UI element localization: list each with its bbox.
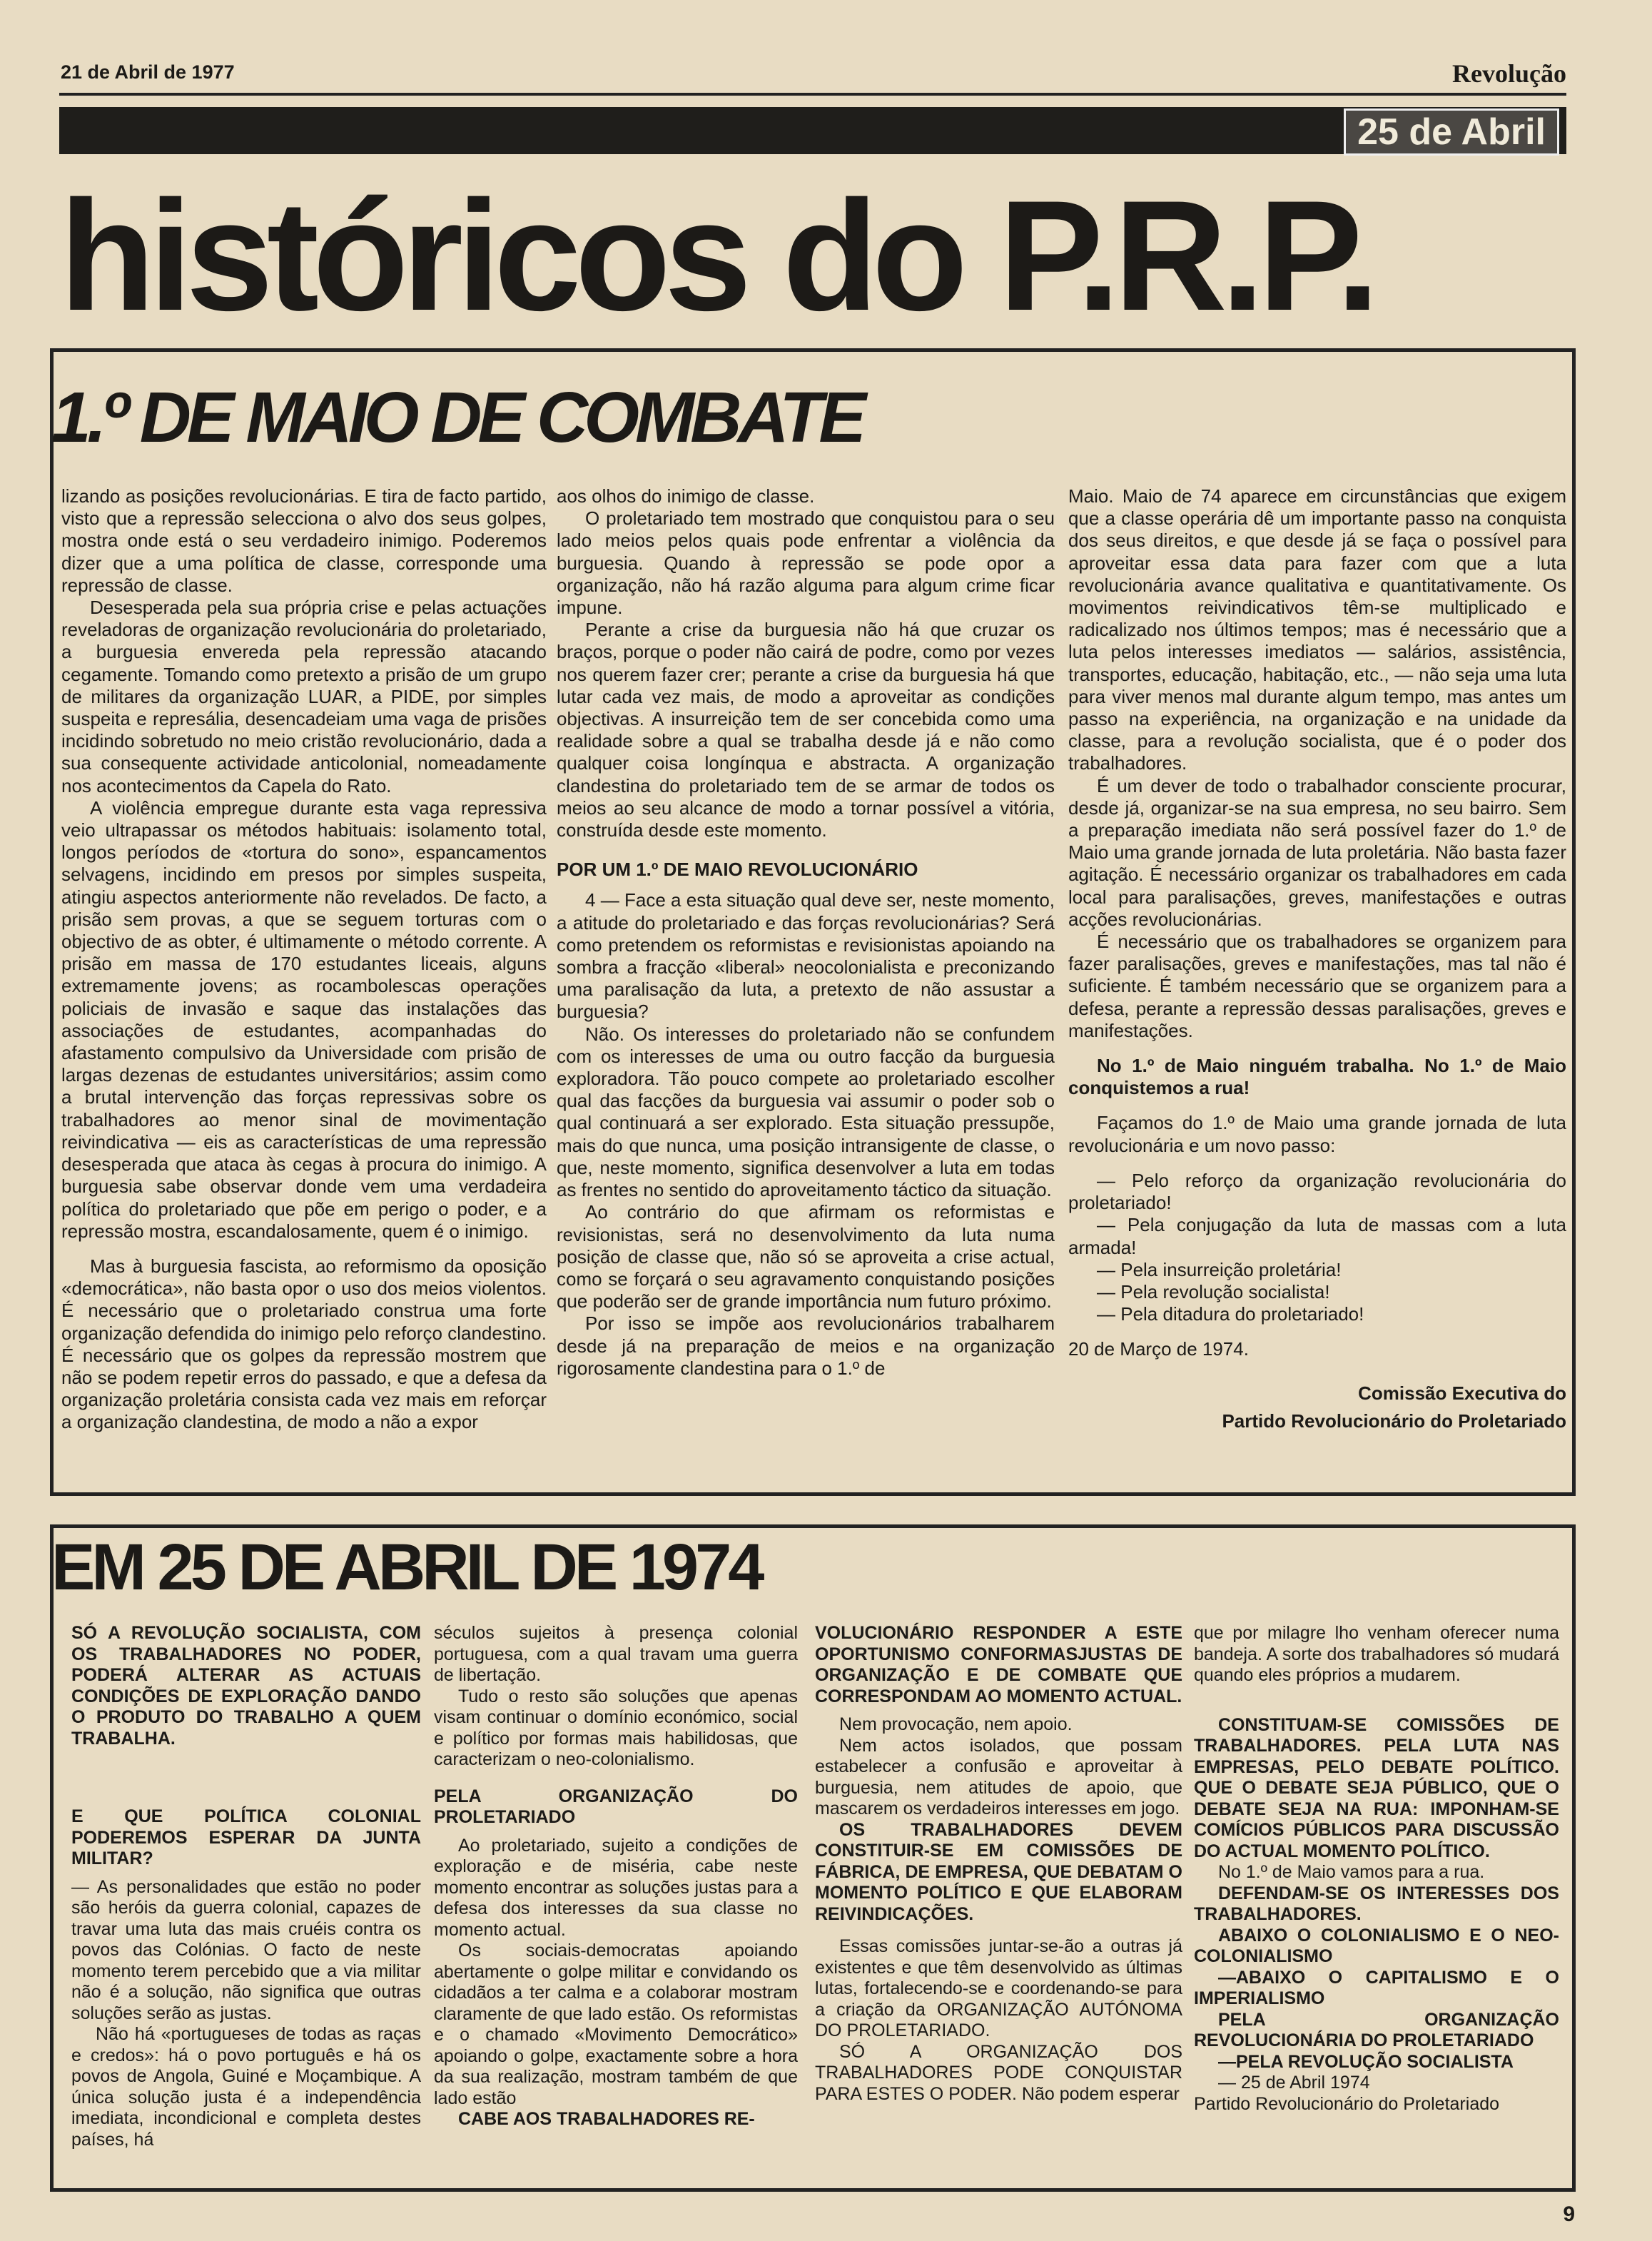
- issue-date: 21 de Abril de 1977: [61, 61, 235, 83]
- slogan: PELA ORGANIZAÇÃO REVOLUCIONÁRIA DO PROLETARIADO: [1194, 2009, 1559, 2050]
- header-rule: [59, 93, 1566, 96]
- paragraph: Ao contrário do que afirmam os reformistas e revisionistas, será no desenvolvimento da luta numa posição de classe que, não só se aproveita a crise actual, como se forçará o seu agravamento conquistando posições que poderão ser de grande importância num futuro próximo.: [557, 1201, 1055, 1312]
- article-2-column-4: [1194, 1623, 1559, 2115]
- paragraph: A violência empregue durante esta vaga repressiva veio ultrapassar os métodos habituais: isolamento total, longos períodos de «tortura do sono», espancamentos selvagens, incidindo em presos por simples suspeita, atingiu aspectos anteriormente não revelados. De facto, a prisão sem provas, a que se seguem torturas com o objectivo de as obter, é ultimamente o método corrente. A prisão em massa de 170 estudantes liceais, alguns extremamente jovens; as rocambolescas operações policiais de invasão e saque das instalações das associações de estudantes, acompanhadas do afastamento compulsivo da Universidade com prisão de largas dezenas de estudantes universitários; assim como a brutal intervenção das forças repressivas sobre os trabalhadores ao menor sinal de movimentação reivindicativa — eis as características de uma repressão desesperada que ataca às cegas à procura do inimigo. A burguesia sabe observar donde vem uma verdadeira política do proletariado que põe em perigo o poder, e a repressão mostra, escandalosamente, quem é o inimigo.: [61, 796, 547, 1242]
- slogan: — Pelo reforço da organização revolucionária do proletariado!: [1068, 1169, 1566, 1214]
- paragraph: Nem actos isolados, que possam estabelecer a confusão e aproveitar à burguesia, nem atitudes de apoio, que mascarem os verdadeiros interesses em jogo.: [815, 1735, 1182, 1818]
- article-2-column-1: [71, 1623, 421, 2150]
- paragraph: Perante a crise da burguesia não há que cruzar os braços, porque o poder não cairá de podre, como por vezes nos querem fazer crer; perante a crise da burguesia há que lutar cada vez mais, de modo a aproveitar as condições objectivas. A insurreição tem de ser concebida como uma realidade sobre a qual se trabalha desde já e não como qualquer coisa longínqua e abstracta. A organização clandestina do proletariado tem de se armar de todos os meios ao seu alcance de modo a tornar possível a vitória, construída desde este momento.: [557, 619, 1055, 841]
- paragraph: Nem provocação, nem apoio.: [839, 1714, 1073, 1734]
- subheading: E QUE POLÍTICA COLONIAL PODEREMOS ESPERAR DA JUNTA MILITAR?: [71, 1806, 421, 1868]
- paragraph: Essas comissões juntar-se-ão a outras já existentes e que têm desenvolvido as últimas lutas, fortalecendo-se e coordenando-se para a criação da ORGANIZAÇÃO AUTÓNOMA DO PROLETARIADO.: [815, 1936, 1182, 2040]
- paragraph: — As personalidades que estão no poder são heróis da guerra colonial, capazes de travar uma luta das mais cruéis contra os povos das Colónias. O facto de neste momento terem percebido que a via militar não é a solução, não significa que outras soluções serão as justas.: [71, 1876, 421, 2023]
- paragraph: lizando as posições revolucionárias. E tira de facto partido, visto que a repressão selecciona o alvo dos seus golpes, mostra onde está o seu verdadeiro inimigo. Poderemos dizer que a uma política de classe, corresponde uma repressão de classe.: [61, 485, 547, 596]
- paragraph: aos olhos do inimigo de classe.: [557, 485, 815, 507]
- paragraph: 4 — Face a esta situação qual deve ser, neste momento, a atitude do proletariado e das forças revolucionárias? Será como pretendem os reformistas e revisionistas apoiando na sombra a fracção «liberal» neocolonialista e preconizando uma paralisação da luta, a pretexto de não assustar a burguesia?: [557, 889, 1055, 1023]
- article-1-column-2: [557, 485, 1055, 1380]
- page-headline: históricos do P.R.P.: [59, 168, 1374, 343]
- paragraph: que por milagre lho venham oferecer numa bandeja. A sorte dos trabalhadores só mudará quando eles próprios a mudarem.: [1194, 1623, 1559, 1685]
- section-bar: [59, 107, 1566, 154]
- paragraph: Desesperada pela sua própria crise e pelas actuações reveladoras de organização revolucionária do proletariado, a burguesia envereda pela repressão atacando cegamente. Tomando como pretexto a prisão de um grupo de militares da organização LUAR, a PIDE, por simples suspeita e represália, desencadeiam uma vaga de prisões incidindo sobretudo no meio cristão revolucionário, dada a sua consequente actividade anticolonial, nomeadamente nos acontecimentos da Capela do Rato.: [61, 597, 547, 796]
- article-2-column-3: [815, 1623, 1182, 2105]
- paragraph: séculos sujeitos à presença colonial portuguesa, com a qual travam uma guerra de libertação.: [434, 1623, 798, 1685]
- paragraph: OS TRABALHADORES DEVEM CONSTITUIR-SE EM COMISSÕES DE FÁBRICA, DE EMPRESA, QUE DEBATAM O MOMENTO POLÍTICO E QUE ELABORAM REIVINDICAÇÕES.: [815, 1819, 1182, 1924]
- paragraph: No 1.º de Maio vamos para a rua.: [1218, 1862, 1485, 1882]
- slogan: — Pela ditadura do proletariado!: [1097, 1303, 1364, 1325]
- paragraph: Não há «portugueses de todas as raças e credos»: há o povo português e há os povos de Angola, Guiné e Moçambique. A única solução justa é a independência imediata, incondicional e completa destes países, há: [71, 2024, 421, 2150]
- rallying-cry: No 1.º de Maio ninguém trabalha. No 1.º de Maio conquistemos a rua!: [1068, 1055, 1566, 1099]
- signed-date: 20 de Março de 1974.: [1068, 1338, 1249, 1360]
- article-2-column-2: [434, 1623, 798, 2130]
- article-1-column-3: [1068, 485, 1566, 1432]
- subheading: POR UM 1.º DE MAIO REVOLUCIONÁRIO: [557, 859, 918, 881]
- paragraph: É um dever de todo o trabalhador consciente procurar, desde já, organizar-se na sua empresa, no seu bairro. Sem a preparação imediata não será possível fazer do 1.º de Maio uma grande jornada de luta proletária. Não basta fazer agitação. É necessário organizar os trabalhadores em cada local para paralisações, greves, manifestações e outras acções revolucionárias.: [1068, 774, 1566, 930]
- signature-line-2: Partido Revolucionário do Proletariado: [1222, 1410, 1566, 1432]
- slogan: — Pela insurreição proletária!: [1097, 1258, 1342, 1280]
- section-tag: 25 de Abril: [1344, 108, 1559, 156]
- slogan: —PELA REVOLUÇÃO SOCIALISTA: [1218, 2051, 1514, 2072]
- paragraph: Tudo o resto são soluções que apenas visam continuar o domínio económico, social e político por formas mais habilidosas, que caracterizam o neo-colonialismo.: [434, 1686, 798, 1769]
- paragraph: Não. Os interesses do proletariado não se confundem com os interesses de uma ou outro facção da burguesia exploradora. Tão pouco compete ao proletariado escolher qual das facções da burguesia vai assumir o poder sob o qual continuará a ser explorado. Esta situação pressupõe, mais do que nunca, uma posição intransigente de classe, o que, neste momento, significa desenvolver a luta em todas as frentes no sentido do aproveitamento táctico da situação.: [557, 1023, 1055, 1201]
- slogan: —ABAIXO O CAPITALISMO E O IMPERIALISMO: [1194, 1967, 1559, 2008]
- paragraph: Maio. Maio de 74 aparece em circunstâncias que exigem que a classe operária dê um importante passo na conquista dos seus direitos, e que desde já se faça o possível para aproveitar essa data para fazer com que a luta revolucionária avance qualitativa e quantitativamente. Os movimentos reivindicativos têm-se multiplicado e radicalizado nos últimos tempos; mas é necessário que a luta pelos interesses imediatos — salários, assistência, transportes, educação, habitação, etc., — não seja uma luta para viver menos mal durante algum tempo, mas antes um passo na experiência, na organização e na unidade da classe, para a revolução socialista, que é o poder dos trabalhadores.: [1068, 485, 1566, 774]
- paragraph: Ao proletariado, sujeito a condições de exploração e de miséria, cabe neste momento encontrar as soluções justas para a defesa dos interesses da sua classe no momento actual.: [434, 1835, 798, 1940]
- article-2-title: EM 25 DE ABRIL DE 1974: [51, 1531, 761, 1604]
- article-1-title: 1.º DE MAIO DE COMBATE: [51, 378, 863, 457]
- paragraph: Mas à burguesia fascista, ao reformismo da oposição «democrática», não basta opor o uso dos meios violentos. É necessário que o proletariado construa uma forte organização defendida do inimigo pelo reforço clandestino. É necessário que os golpes da repressão mostrem que não se podem repetir erros do passado, e que a defesa da organização proletária consista cada vez mais em reforçar a organização clandestina, de modo a não a expor: [61, 1255, 547, 1433]
- paragraph: Façamos do 1.º de Maio uma grande jornada de luta revolucionária e um novo passo:: [1068, 1112, 1566, 1156]
- subheading: PELA ORGANIZAÇÃO DO PROLETARIADO: [434, 1786, 798, 1827]
- slogan: DEFENDAM-SE OS INTERESSES DOS TRABALHADORES.: [1194, 1883, 1559, 1924]
- slogan: ABAIXO O COLONIALISMO E O NEO-COLONIALISMO: [1194, 1925, 1559, 1966]
- lead-paragraph: VOLUCIONÁRIO RESPONDER A ESTE OPORTUNISMO CONFORMASJUSTAS DE ORGANIZAÇÃO E DE COMBATE QUE CORRESPONDAM AO MOMENTO ACTUAL.: [815, 1623, 1182, 1706]
- paragraph: Por isso se impõe aos revolucionários trabalharem desde já na preparação de meios e na organização rigorosamente clandestina para o 1.º de: [557, 1312, 1055, 1379]
- slogan: — Pela revolução socialista!: [1097, 1280, 1330, 1302]
- paragraph: CONSTITUAM-SE COMISSÕES DE TRABALHADORES. PELA LUTA NAS EMPRESAS, PELO DEBATE POLÍTICO. QUE O DEBATE SEJA PÚBLICO, QUE O DEBATE SEJA NA RUA: IMPONHAM-SE COMÍCIOS PÚBLICOS PARA DISCUSSÃO DO ACTUAL MOMENTO POLÍTICO.: [1194, 1714, 1559, 1861]
- signed-date: — 25 de Abril 1974: [1218, 2073, 1370, 2093]
- newspaper-masthead: Revolução: [1452, 59, 1566, 88]
- lead-paragraph: SÓ A REVOLUÇÃO SOCIALISTA, COM OS TRABALHADORES NO PODER, PODERÁ ALTERAR AS ACTUAIS CONDIÇÕES DE EXPLORAÇÃO DANDO O PRODUTO DO TRABALHO A QUEM TRABALHA.: [71, 1623, 421, 1749]
- page-number: 9: [1563, 2202, 1575, 2226]
- signature-line-1: Comissão Executiva do: [1358, 1382, 1566, 1404]
- paragraph: É necessário que os trabalhadores se organizem para fazer paralisações, greves e manifestações, mas tal não é suficiente. É também necessário que se organizem para a defesa, perante a repressão dessas paralisações, greves e manifestações.: [1068, 931, 1566, 1041]
- paragraph: O proletariado tem mostrado que conquistou para o seu lado meios pelos quais pode enfrentar a violência da burguesia. Quando à repressão se pode opor a organização, não há razão alguma para algum crime ficar impune.: [557, 507, 1055, 619]
- paragraph: SÓ A ORGANIZAÇÃO DOS TRABALHADORES PODE CONQUISTAR PARA ESTES O PODER. Não podem esperar: [815, 2041, 1182, 2104]
- slogan: — Pela conjugação da luta de massas com a luta armada!: [1068, 1214, 1566, 1258]
- signature: Partido Revolucionário do Proletariado: [1194, 2093, 1500, 2114]
- paragraph: Os sociais-democratas apoiando abertamente o golpe militar e convidando os cidadãos a ter calma e a colaborar mostram claramente de que lado estão. Os reformistas e o chamado «Movimento Democrático» apoiando o golpe, exactamente sobre a hora da sua realização, mostram também de que lado estão: [434, 1941, 798, 2108]
- article-1-column-1: [61, 485, 547, 1434]
- paragraph: CABE AOS TRABALHADORES RE-: [458, 2109, 755, 2129]
